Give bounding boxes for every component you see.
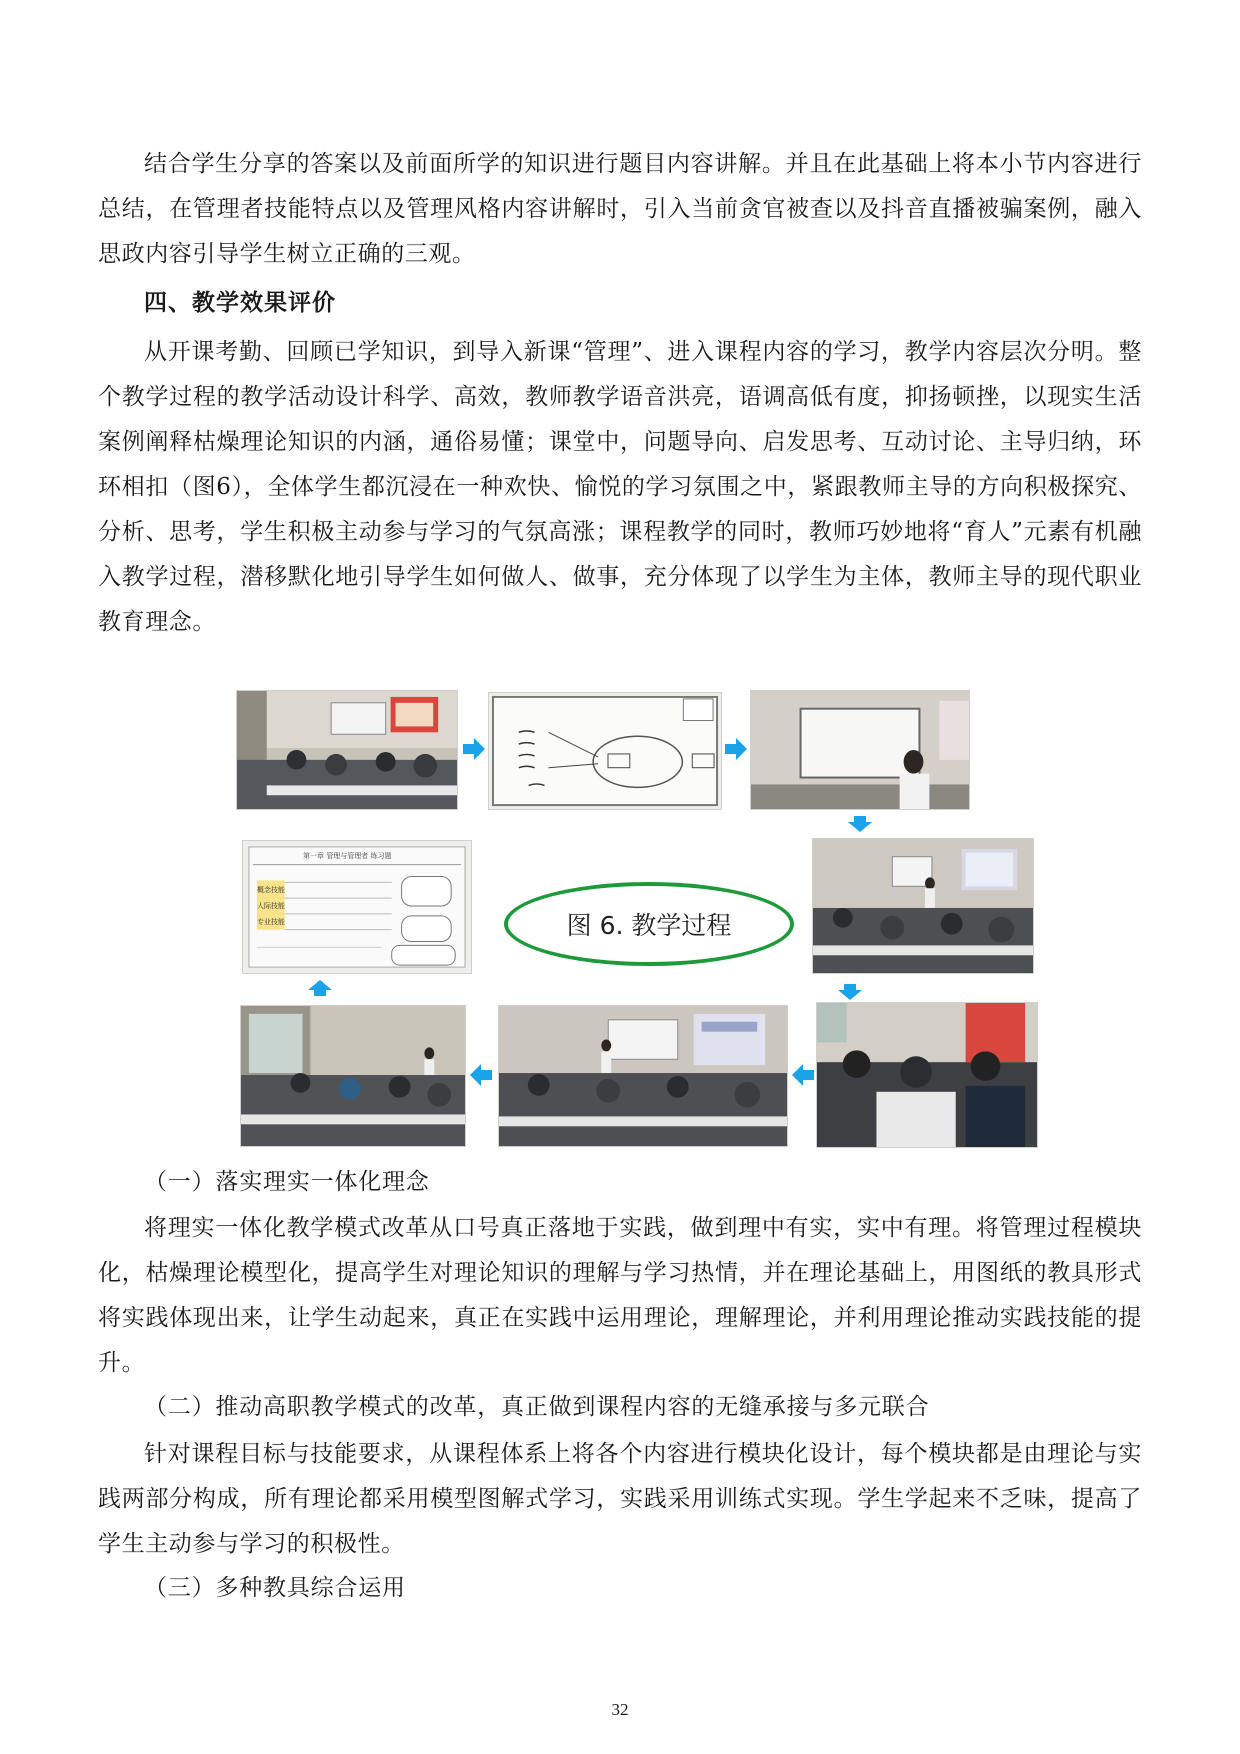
left-arrow-icon xyxy=(470,1064,492,1086)
figure-caption: 图 6. 教学过程 xyxy=(566,911,732,940)
classroom-photo-4 xyxy=(498,1005,788,1147)
classroom-photo-2 xyxy=(812,838,1034,974)
page-number: 32 xyxy=(611,1700,629,1719)
figure-caption-oval xyxy=(504,882,794,966)
worksheet-row-label: 概念技能 xyxy=(257,886,285,894)
section-heading-teaching-evaluation: 四、教学效果评价 xyxy=(144,290,336,316)
paragraph-teaching-effect: 从开课考勤、回顾已学知识，到导入新课“管理”、进入课程内容的学习，教学内容层次分明。整个教学过程的教学活动设计科学、高效，教师教学语音洪亮，语调高低有度，抑扬顿挫，以现实生活案例阐释枯燥理论知识的内涵，通俗易懂；课堂中，问题导向、启发思考、互动讨论、主导归纳，环环相扣（图6），全体学生都沉浸在一种欢快、愉悦的学习氛围之中，紧跟教师主导的方向积极探究、分析、思考，学生积极主动参与学习的气氛高涨；课程教学的同时，教师巧妙地将“育人”元素有机融入教学过程，潜移默化地引导学生如何做人、做事，充分体现了以学生为主体，教师主导的现代职业教育理念。 xyxy=(98,339,1142,635)
figure-teaching-process xyxy=(236,690,1046,1152)
right-arrow-icon xyxy=(463,738,485,760)
whiteboard-notes-photo xyxy=(488,692,722,810)
teacher-speaking-photo xyxy=(750,690,970,810)
worksheet-row-label: 专业技能 xyxy=(257,918,285,926)
left-arrow-icon xyxy=(792,1064,814,1086)
classroom-photo-1 xyxy=(236,690,458,810)
paragraph-lesson-summary: 结合学生分享的答案以及前面所学的知识进行题目内容讲解。并且在此基础上将本小节内容进行总结，在管理者技能特点以及管理风格内容讲解时，引入当前贪官被查以及抖音直播被骗案例，融入思政内容引导学生树立正确的三观。 xyxy=(98,151,1142,267)
subheading-integration-concept: （一）落实理实一体化理念 xyxy=(144,1169,430,1195)
classroom-photo-3 xyxy=(240,1005,466,1147)
subheading-teaching-aids: （三）多种教具综合运用 xyxy=(144,1575,406,1601)
subheading-teaching-reform: （二）推动高职教学模式的改革，真正做到课程内容的无缝承接与多元联合 xyxy=(144,1394,930,1420)
down-arrow-icon xyxy=(838,984,862,1000)
worksheet-title: 第一章 管理与管理者 练习题 xyxy=(303,852,392,860)
classroom-photo-5 xyxy=(816,1002,1038,1148)
down-arrow-icon xyxy=(848,816,872,832)
worksheet-row-label: 人际技能 xyxy=(257,902,285,910)
paragraph-integration-concept: 将理实一体化教学模式改革从口号真正落地于实践，做到理中有实，实中有理。将管理过程模块化，枯燥理论模型化，提高学生对理论知识的理解与学习热情，并在理论基础上，用图纸的教具形式将实践体现出来，让学生动起来，真正在实践中运用理论，理解理论，并利用理论推动实践技能的提升。 xyxy=(98,1215,1142,1376)
up-arrow-icon xyxy=(308,980,332,996)
worksheet-photo xyxy=(242,840,472,974)
paragraph-teaching-reform: 针对课程目标与技能要求，从课程体系上将各个内容进行模块化设计，每个模块都是由理论与实践两部分构成，所有理论都采用模型图解式学习，实践采用训练式实现。学生学起来不乏味，提高了学生主动参与学习的积极性。 xyxy=(98,1441,1142,1557)
right-arrow-icon xyxy=(725,738,747,760)
